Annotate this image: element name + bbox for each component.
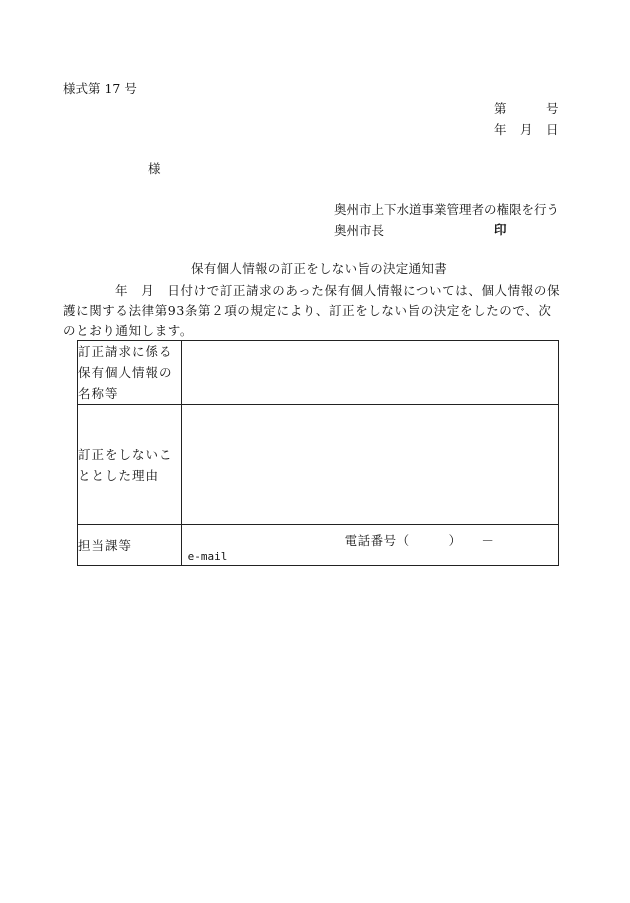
document-date: 年 月 日 [494,122,560,137]
row-value-reason[interactable] [181,405,558,525]
notice-body [63,281,563,341]
seal-mark: 印 [494,222,507,237]
decision-table [77,340,559,566]
phone-number: 電話番号（ ） － [344,533,495,548]
email-label: e-mail [187,550,228,563]
body-text: 訂正請求のあった保有個人情報については、個人情報の保護に関する法律第93条第２項の規定により、訂正をしない旨の決定をしたので、次のとおり通知します。 [63,283,561,338]
table-row [78,525,559,566]
table-row [78,341,559,405]
document-number: 第 号 [494,101,560,116]
body-date-prefix: 年 月 日付けで [115,283,220,298]
document-title: 保有個人情報の訂正をしない旨の決定通知書 [191,261,448,276]
table-row [78,405,559,525]
row-value-department[interactable] [181,525,558,566]
addressee-suffix: 様 [148,161,161,176]
contact-info [182,525,558,565]
row-label-reason: 訂正をしないこととした理由 [78,405,182,525]
row-value-info-name[interactable] [181,341,558,405]
row-label-department: 担当課等 [78,525,182,566]
row-label-info-name: 訂正請求に係る保有個人情報の名称等 [78,341,182,405]
sender-name: 奥州市長 [334,223,385,238]
sender-title: 奥州市上下水道事業管理者の権限を行う [334,202,560,217]
form-number: 様式第 17 号 [63,81,137,96]
